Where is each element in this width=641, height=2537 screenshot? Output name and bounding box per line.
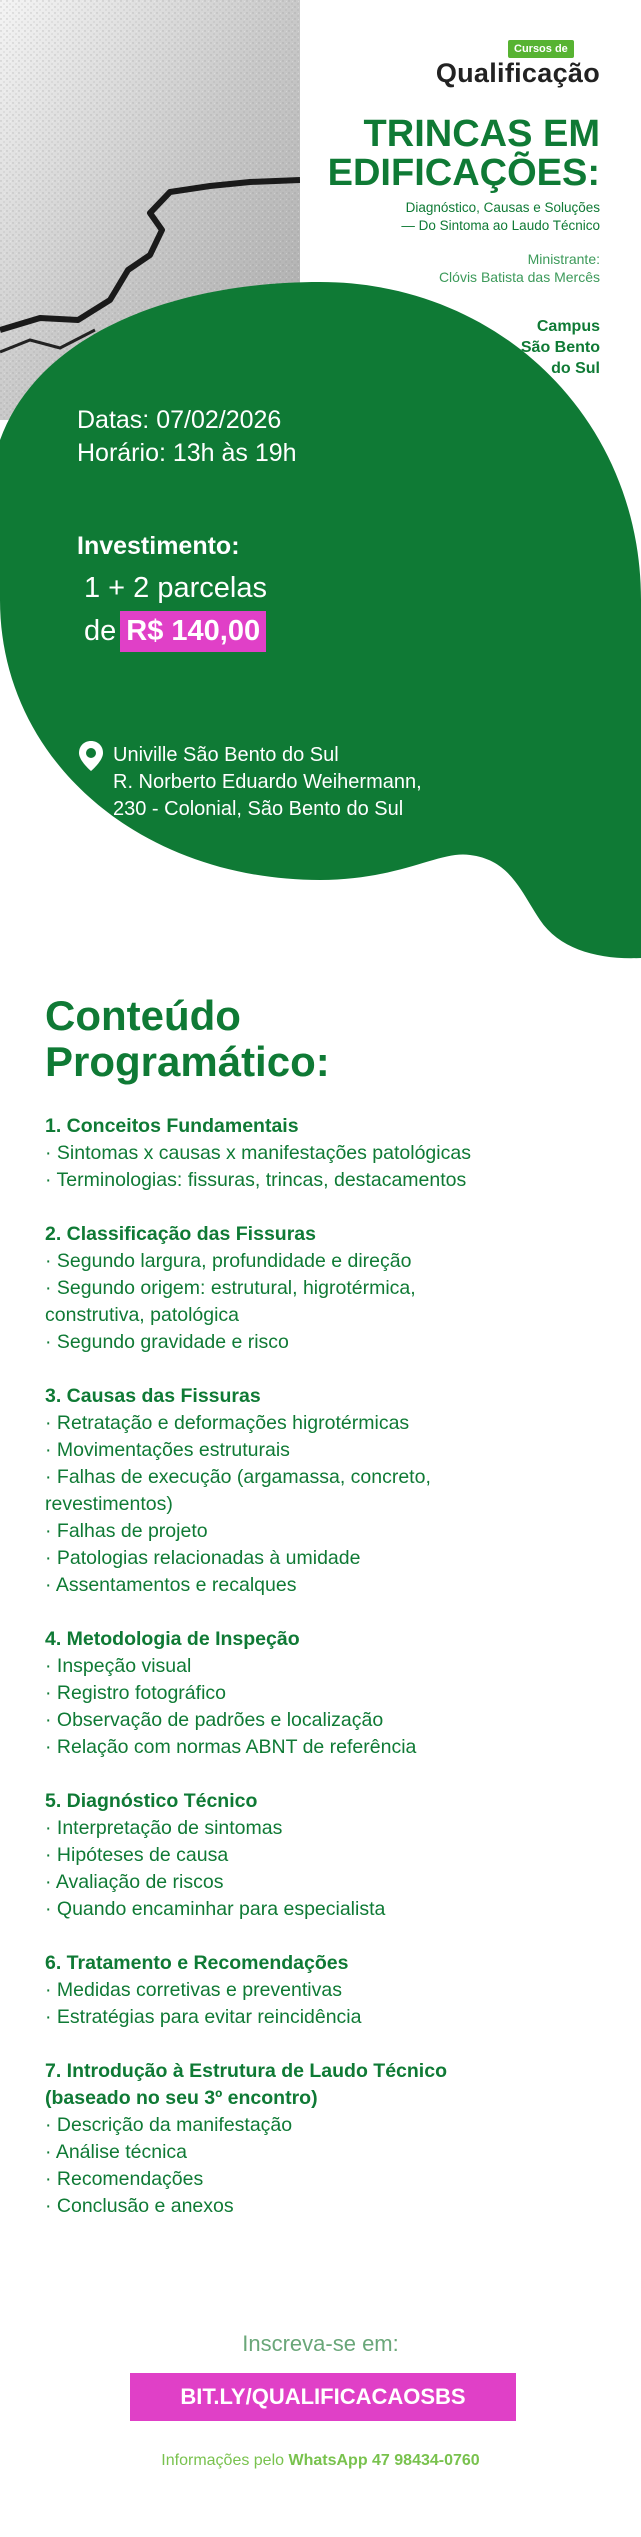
section-item: · Conclusão e anexos xyxy=(45,2195,234,2217)
section-item: · Interpretação de sintomas xyxy=(45,1817,283,1839)
section-item: · Sintomas x causas x manifestações patológicas xyxy=(45,1142,471,1164)
subtitle-line: — Do Sintoma ao Laudo Técnico xyxy=(401,218,600,233)
subtitle-line: Diagnóstico, Causas e Soluções xyxy=(405,200,600,215)
course-title xyxy=(328,115,600,193)
price-prefix: de xyxy=(84,615,117,647)
signup-link-button[interactable]: BIT.LY/QUALIFICACAOSBS xyxy=(130,2373,516,2421)
course-subtitle xyxy=(300,199,600,235)
section-item: · Quando encaminhar para especialista xyxy=(45,1898,386,1920)
campus-label xyxy=(521,316,600,379)
whatsapp-contact[interactable]: WhatsApp 47 98434-0760 xyxy=(288,2452,480,2469)
section-item: · Movimentações estruturais xyxy=(45,1439,290,1461)
section-item: construtiva, patológica xyxy=(45,1304,240,1326)
campus-line: do Sul xyxy=(551,360,600,377)
schedule-block xyxy=(77,404,297,470)
section-item: revestimentos) xyxy=(45,1493,173,1515)
instructor-name: Clóvis Batista das Mercês xyxy=(438,269,600,285)
section-item: · Segundo origem: estrutural, higrotérmica, xyxy=(45,1277,416,1299)
program-content xyxy=(45,993,605,2247)
event-dates: Datas: 07/02/2026 xyxy=(77,406,282,434)
section-item: · Estratégias para evitar reincidência xyxy=(45,2006,362,2028)
course-title-line: EDIFICAÇÕES: xyxy=(327,152,600,194)
hero-banner xyxy=(0,0,641,980)
program-title-line: Programático: xyxy=(45,1038,330,1085)
section-title: 3. Causas das Fissuras xyxy=(45,1385,261,1407)
section-title: (baseado no seu 3º encontro) xyxy=(45,2087,318,2109)
section-item: · Falhas de execução (argamassa, concreto, xyxy=(45,1466,431,1488)
section-item: · Avaliação de riscos xyxy=(45,1871,224,1893)
section-item: · Registro fotográfico xyxy=(45,1682,226,1704)
map-pin-icon xyxy=(78,740,104,772)
brand-badge: Cursos de xyxy=(508,40,574,58)
program-title-line: Conteúdo xyxy=(45,992,241,1039)
program-section xyxy=(45,2058,605,2220)
address-line: R. Norberto Eduardo Weihermann, xyxy=(113,771,422,793)
section-item: · Inspeção visual xyxy=(45,1655,192,1677)
investment-parcels: 1 + 2 parcelas xyxy=(84,572,267,604)
investment-price-row xyxy=(84,611,266,652)
program-section xyxy=(45,1950,605,2031)
section-item: · Segundo gravidade e risco xyxy=(45,1331,289,1353)
section-item: · Segundo largura, profundidade e direção xyxy=(45,1250,412,1272)
section-title: 1. Conceitos Fundamentais xyxy=(45,1115,299,1137)
section-item: · Assentamentos e recalques xyxy=(45,1574,297,1596)
instructor-label: Ministrante: xyxy=(527,251,600,267)
address-line: 230 - Colonial, São Bento do Sul xyxy=(113,798,404,820)
section-item: · Medidas corretivas e preventivas xyxy=(45,1979,342,2001)
signup-label: Inscreva-se em: xyxy=(242,2331,399,2356)
section-item: · Terminologias: fissuras, trincas, destacamentos xyxy=(45,1169,467,1191)
section-item: · Observação de padrões e localização xyxy=(45,1709,384,1731)
venue-address xyxy=(113,742,422,823)
section-item: · Relação com normas ABNT de referência xyxy=(45,1736,417,1758)
section-item: · Falhas de projeto xyxy=(45,1520,208,1542)
section-item: · Recomendações xyxy=(45,2168,204,2190)
program-section xyxy=(45,1383,605,1599)
program-section xyxy=(45,1221,605,1356)
section-item: · Hipóteses de causa xyxy=(45,1844,229,1866)
program-section xyxy=(45,1788,605,1923)
program-section xyxy=(45,1113,605,1194)
brand-logo-text: Qualificação xyxy=(435,58,600,88)
campus-line: Campus xyxy=(536,318,600,335)
info-contact-line xyxy=(0,2452,641,2470)
campus-line: São Bento xyxy=(520,339,600,356)
section-title: 2. Classificação das Fissuras xyxy=(45,1223,316,1245)
instructor-info xyxy=(439,250,600,286)
section-item: · Patologias relacionadas à umidade xyxy=(45,1547,361,1569)
course-title-line: TRINCAS EM xyxy=(363,113,600,155)
event-time: Horário: 13h às 19h xyxy=(77,439,297,467)
section-item: · Descrição da manifestação xyxy=(45,2114,293,2136)
section-item: · Retratação e deformações higrotérmicas xyxy=(45,1412,410,1434)
program-section xyxy=(45,1626,605,1761)
section-title: 4. Metodologia de Inspeção xyxy=(45,1628,300,1650)
section-title: 7. Introdução à Estrutura de Laudo Técnico xyxy=(45,2060,447,2082)
section-title: 5. Diagnóstico Técnico xyxy=(45,1790,258,1812)
program-sections xyxy=(45,1113,605,2220)
section-item: · Análise técnica xyxy=(45,2141,187,2163)
venue-name: Univille São Bento do Sul xyxy=(113,744,339,766)
investment-label: Investimento: xyxy=(77,532,240,560)
section-title: 6. Tratamento e Recomendações xyxy=(45,1952,349,1974)
price-badge: R$ 140,00 xyxy=(120,611,266,652)
info-prefix: Informações pelo xyxy=(161,2452,285,2469)
program-title xyxy=(45,993,605,1085)
